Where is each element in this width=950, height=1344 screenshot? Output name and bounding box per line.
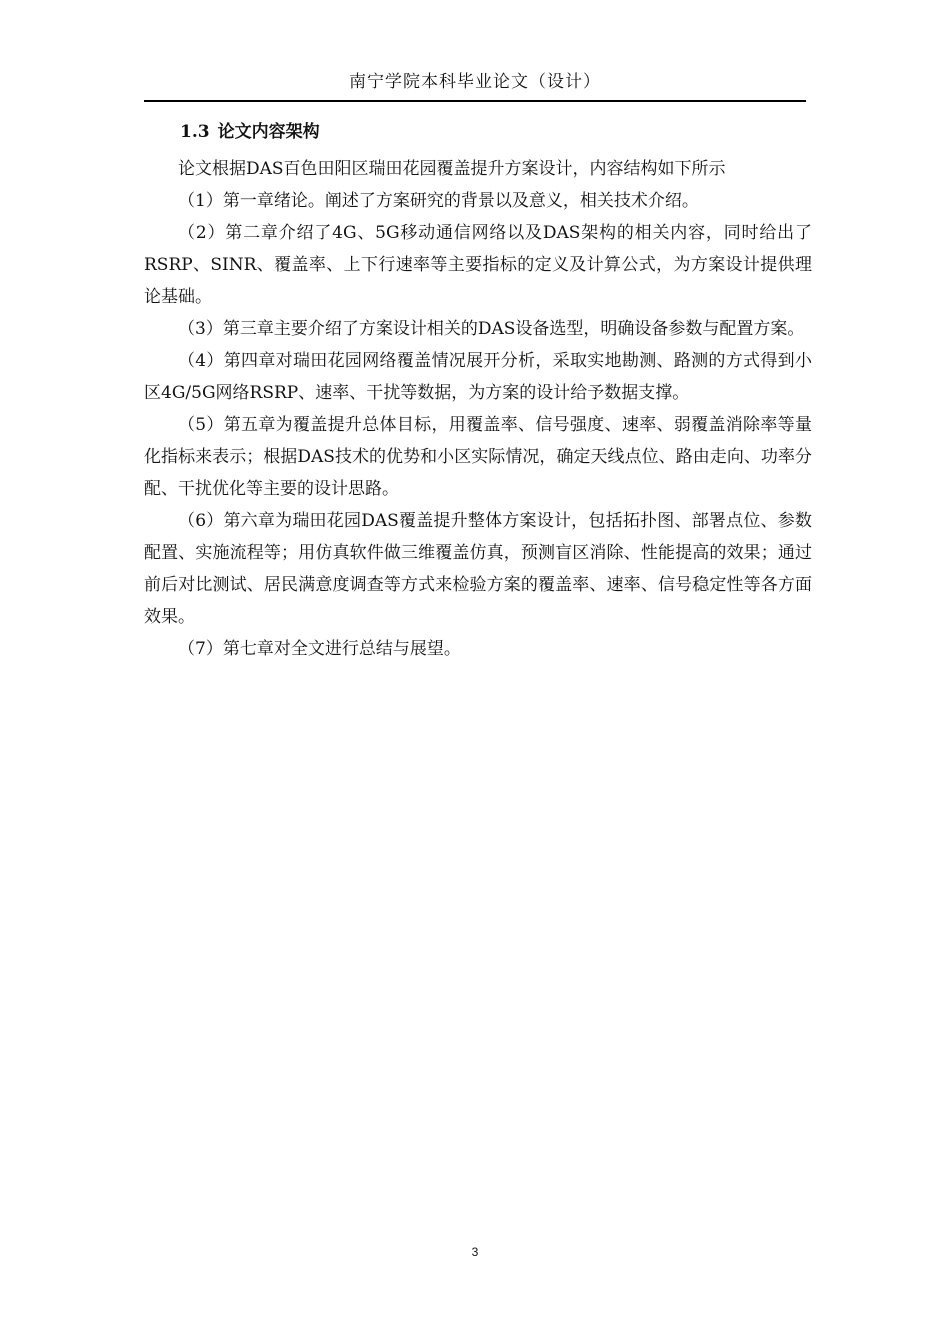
body-text	[144, 153, 812, 665]
section-heading	[180, 118, 320, 146]
paragraph-chapter-5: （5）第五章为覆盖提升总体目标，用覆盖率、信号强度、速率、弱覆盖消除率等量化指标来表示；根据DAS技术的优势和小区实际情况，确定天线点位、路由走向、功率分配、干扰优化等主要的设计思路。	[144, 415, 812, 499]
running-header: 南宁学院本科毕业论文（设计）	[349, 72, 601, 92]
paragraph-intro: 论文根据DAS百色田阳区瑞田花园覆盖提升方案设计，内容结构如下所示	[178, 159, 726, 179]
paragraph-chapter-4: （4）第四章对瑞田花园网络覆盖情况展开分析，采取实地勘测、路测的方式得到小区4G/5G网络RSRP、速率、干扰等数据，为方案的设计给予数据支撑。	[144, 351, 812, 403]
section-title: 论文内容架构	[217, 122, 320, 142]
page-number: 3	[471, 1245, 479, 1259]
paragraph-chapter-6: （6）第六章为瑞田花园DAS覆盖提升整体方案设计，包括拓扑图、部署点位、参数配置、实施流程等；用仿真软件做三维覆盖仿真，预测盲区消除、性能提高的效果；通过前后对比测试、居民满意度调查等方式来检验方案的覆盖率、速率、信号稳定性等各方面效果。	[144, 511, 812, 627]
section-number: 1.3	[180, 122, 210, 142]
header-rule	[144, 100, 806, 102]
paragraph-chapter-7: （7）第七章对全文进行总结与展望。	[178, 639, 461, 659]
paragraph-chapter-2: （2）第二章介绍了4G、5G移动通信网络以及DAS架构的相关内容，同时给出了RSRP、SINR、覆盖率、上下行速率等主要指标的定义及计算公式，为方案设计提供理论基础。	[144, 223, 812, 307]
paragraph-chapter-1: （1）第一章绪论。阐述了方案研究的背景以及意义，相关技术介绍。	[178, 191, 699, 211]
paragraph-chapter-3: （3）第三章主要介绍了方案设计相关的DAS设备选型，明确设备参数与配置方案。	[178, 319, 805, 339]
